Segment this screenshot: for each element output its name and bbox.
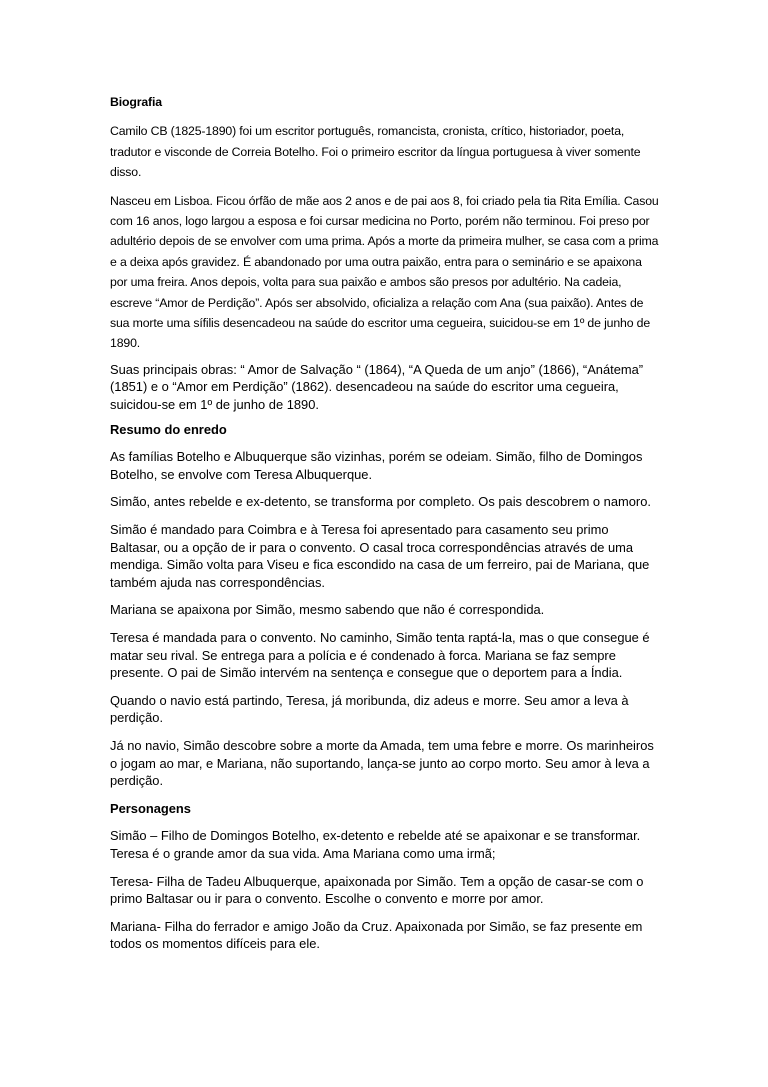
paragraph-resumo: Simão é mandado para Coimbra e à Teresa foi apresentado para casamento seu primo Baltasar, ou a opção de ir para o convento. O casal troca correspondências através de uma mendiga. Simão volta para Viseu e fica escondido na casa de um ferreiro, pai de Mariana, que também ajuda nas correspondências. bbox=[110, 522, 650, 590]
paragraph-resumo: As famílias Botelho e Albuquerque são vizinhas, porém se odeiam. Simão, filho de Domingos Botelho, se envolve com Teresa Albuquerque. bbox=[110, 449, 643, 482]
paragraph-biografia-vida: Nasceu em Lisboa. Ficou órfão de mãe aos 2 anos e de pai aos 8, foi criado pela tia Rita Emília. Casou com 16 anos, logo largou a esposa e foi cursar medicina no Porto, porém não terminou. Foi preso por adultério depois de se envolver com uma prima. Após a morte da primeira mulher, se casa com a prima e a deixa após gravidez. É abandonado por uma outra paixão, entra para o seminário e se apaixona por uma freira. Anos depois, volta para sua paixão e ambos são presos por adultério. Na cadeia, escreve “Amor de Perdição”. Após ser absolvido, oficializa a relação com Ana (sua paixão). Antes de sua morte uma sífilis desencadeou na saúde do escritor uma cegueira, suicidou-se em 1º de junho de 1890. bbox=[110, 193, 659, 351]
section-resumo bbox=[110, 421, 662, 790]
paragraph-personagem-simao: Simão – Filho de Domingos Botelho, ex-detento e rebelde até se apaixonar e se transformar. Teresa é o grande amor da sua vida. Ama Mariana como uma irmã; bbox=[110, 828, 641, 861]
paragraph-resumo: Já no navio, Simão descobre sobre a morte da Amada, tem uma febre e morre. Os marinheiros o jogam ao mar, e Mariana, não suportando, lança-se junto ao corpo morto. Seu amor à leva a perdição. bbox=[110, 737, 654, 789]
paragraph-resumo: Teresa é mandada para o convento. No caminho, Simão tenta raptá-la, mas o que consegue é matar seu rival. Se entrega para a polícia e é condenado à forca. Mariana se faz sempre presente. O pai de Simão intervém na sentença e consegue que o deportem para a Índia. bbox=[110, 630, 650, 681]
paragraph-personagem-mariana: Mariana- Filha do ferrador e amigo João da Cruz. Apaixonada por Simão, se faz presente em todos os momentos difíceis para ele. bbox=[110, 918, 643, 952]
section-biografia bbox=[110, 92, 662, 414]
paragraph-biografia-obras: Suas principais obras: “ Amor de Salvação “ (1864), “A Queda de um anjo” (1866), “Anátema” (1851) e o “Amor em Perdição” (1862). desencadeou na saúde do escritor uma cegueira, suicidou-se em 1º de junho de 1890. bbox=[110, 361, 644, 413]
document-body bbox=[110, 92, 662, 953]
paragraph-resumo: Simão, antes rebelde e ex-detento, se transforma por completo. Os pais descobrem o namoro. bbox=[110, 494, 651, 510]
heading-personagens: Personagens bbox=[110, 800, 191, 816]
section-personagens bbox=[110, 800, 662, 953]
paragraph-biografia-intro: Camilo CB (1825-1890) foi um escritor português, romancista, cronista, crítico, historiador, poeta, tradutor e visconde de Correia Botelho. Foi o primeiro escritor da língua portuguesa à viver somente disso. bbox=[110, 124, 641, 180]
paragraph-personagem-teresa: Teresa- Filha de Tadeu Albuquerque, apaixonada por Simão. Tem a opção de casar-se com o primo Baltasar ou ir para o convento. Escolhe o convento e morre por amor. bbox=[110, 873, 644, 907]
heading-biografia: Biografia bbox=[110, 95, 162, 109]
heading-resumo: Resumo do enredo bbox=[110, 421, 227, 437]
paragraph-resumo: Quando o navio está partindo, Teresa, já moribunda, diz adeus e morre. Seu amor a leva à perdição. bbox=[110, 692, 629, 726]
paragraph-resumo: Mariana se apaixona por Simão, mesmo sabendo que não é correspondida. bbox=[110, 602, 545, 618]
